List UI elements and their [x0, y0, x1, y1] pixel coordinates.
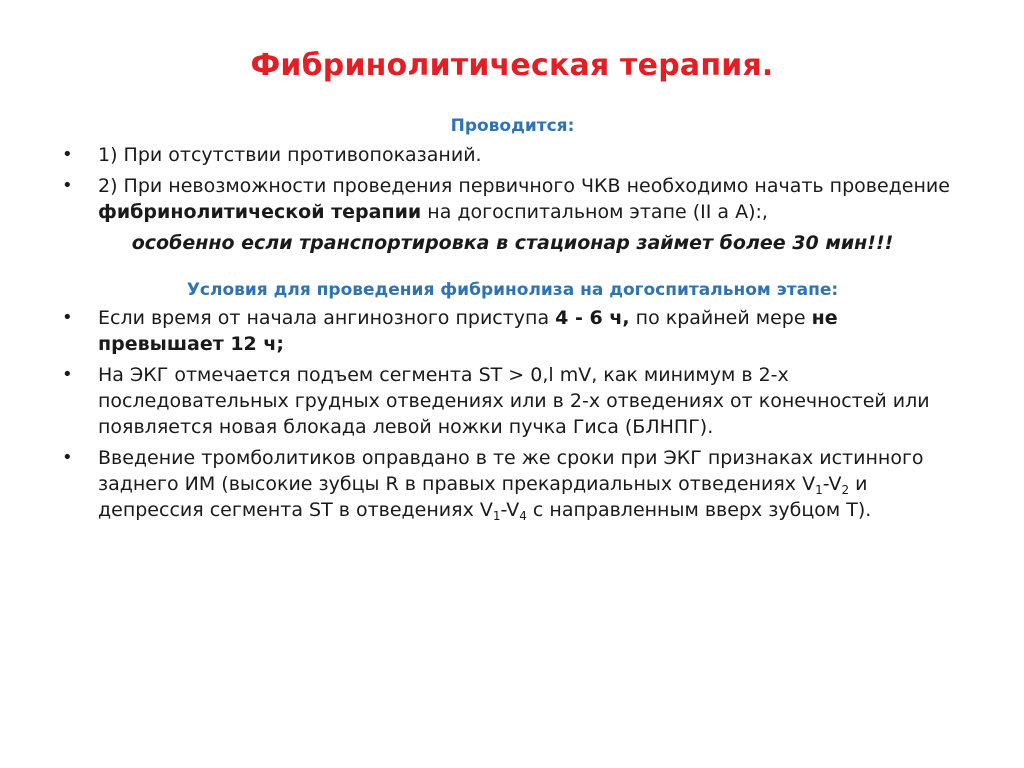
item-text: Введение тромболитиков оправдано в те же сроки при ЭКГ признаках истинного заднего ИМ (высокие зубцы R в правых прекардиальных отведениях V: [98, 447, 924, 495]
section1-heading: Проводится:: [450, 116, 575, 136]
list-item: [60, 142, 965, 168]
item-text: по крайней мере: [629, 307, 812, 329]
item-bold-text: 4 - 6 ч,: [555, 307, 630, 329]
emphasis-line: особенно если транспортировка в стационар займет более 30 мин!!!: [131, 232, 894, 254]
bullet-icon: •: [62, 175, 73, 196]
slide-title: Фибринолитическая терапия.: [250, 48, 774, 83]
list-item: [60, 445, 965, 523]
list-item: [60, 173, 965, 225]
list-item: [60, 362, 965, 440]
subscript: 1: [815, 483, 823, 497]
item-text: На ЭКГ отмечается подъем сегмента ST > 0,l mV, как минимум в 2-х последовательных грудных отведениях или в 2-х отведениях от конечностей или появляется новая блокада левой ножки пучка Гиса (БЛНПГ).: [98, 364, 930, 438]
bullet-icon: •: [62, 144, 73, 165]
item-text: 2) При невозможности проведения первичного ЧКВ необходимо начать проведение: [98, 175, 950, 197]
item-bold-text: не превышает 12 ч;: [98, 307, 838, 355]
subscript: 4: [519, 509, 527, 523]
item-text: Если время от начала ангинозного приступа: [98, 307, 556, 329]
item-text: на догоспитальном этапе (II a A):,: [421, 201, 768, 223]
item-text: 1) При отсутствии противопоказаний.: [98, 144, 482, 166]
item-text: -V: [500, 499, 520, 521]
item-bold-text: фибринолитической терапии: [98, 201, 422, 223]
section2-list: [60, 305, 965, 523]
bullet-icon: •: [62, 447, 73, 468]
bullet-icon: •: [62, 307, 73, 328]
item-text: -V: [822, 473, 842, 495]
subscript: 2: [841, 483, 850, 497]
bullet-icon: •: [62, 364, 73, 385]
section1-list: [60, 142, 965, 225]
item-text: с направленным вверх зубцом Т).: [526, 499, 872, 521]
slide-content: [60, 116, 965, 528]
section2-heading: Условия для проведения фибринолиза на догоспитальном этапе:: [186, 280, 839, 300]
list-item: [60, 305, 965, 357]
item-text: и депрессия сегмента ST в отведениях V: [98, 473, 868, 521]
subscript: 1: [492, 509, 501, 523]
